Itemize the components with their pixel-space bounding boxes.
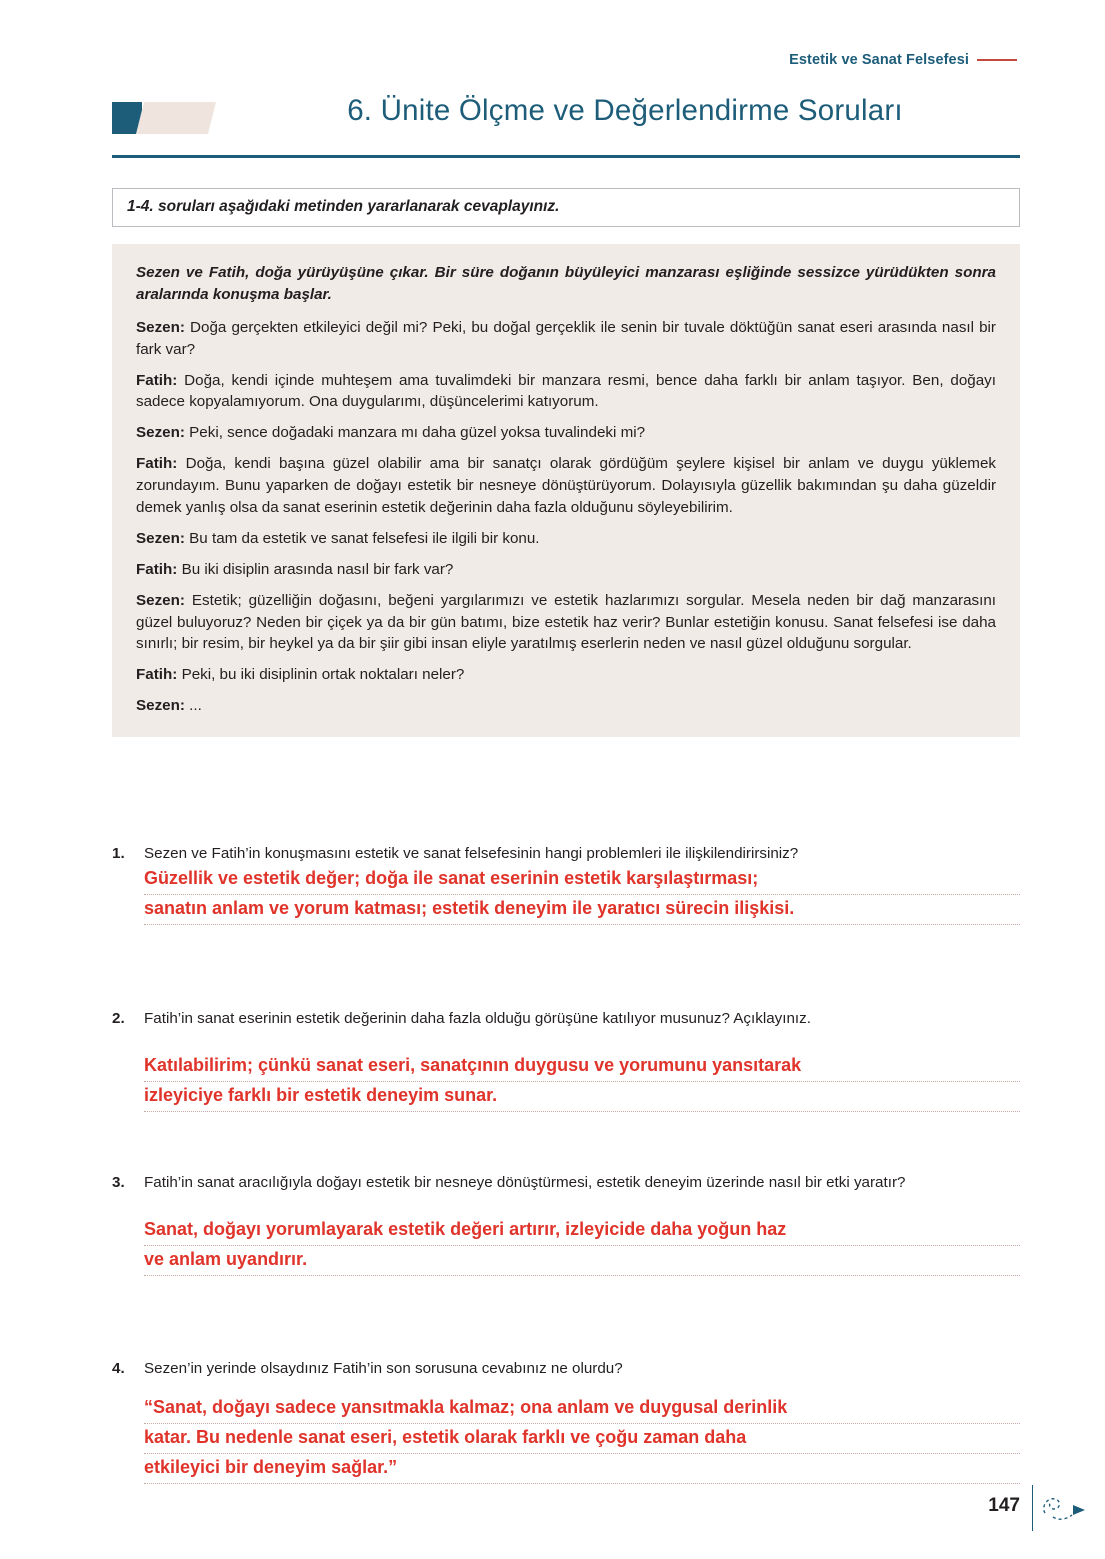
question-item-4 <box>112 1358 1020 1484</box>
speaker-name: Sezen: <box>136 591 185 609</box>
answer-line: etkileyici bir deneyim sağlar.” <box>144 1454 1020 1484</box>
page-number: 147 <box>988 1495 1020 1516</box>
answer-line: ve anlam uyandırır. <box>144 1246 1020 1276</box>
question-row <box>112 1008 1020 1030</box>
question-text: Fatih’in sanat eserinin estetik değerinin daha fazla olduğu görüşüne katılıyor musunuz? Açıklayınız. <box>144 1010 811 1027</box>
unit-header-title: Estetik ve Sanat Felsefesi <box>789 52 969 68</box>
speaker-text: Peki, bu iki disiplinin ortak noktaları neler? <box>177 666 465 684</box>
answer-line: Güzellik ve estetik değer; doğa ile sanat eserinin estetik karşılaştırması; <box>144 865 1020 895</box>
speaker-text: Peki, sence doğadaki manzara mı daha güzel yoksa tuvalindeki mi? <box>184 424 646 442</box>
question-row <box>112 1172 1020 1194</box>
dialogue-line <box>136 559 996 581</box>
question-text: Sezen ve Fatih’in konuşmasını estetik ve sanat felsefesinin hangi problemleri ile ilişkilendirirsiniz? <box>144 845 799 862</box>
answer-line: Sanat, doğayı yorumlayarak estetik değeri artırır, izleyicide daha yoğun haz <box>144 1216 1020 1246</box>
page-title: 6. Ünite Ölçme ve Değerlendirme Soruları <box>347 94 903 127</box>
dialogue-line <box>136 590 996 656</box>
passage-intro: Sezen ve Fatih, doğa yürüyüşüne çıkar. Bir süre doğanın büyüleyici manzarası eşliğinde sessizce yürüdükten sonra aralarında konuşma başlar. <box>136 264 996 303</box>
speaker-name: Fatih: <box>136 560 178 578</box>
dialogue-line <box>136 664 996 686</box>
title-slab-decoration <box>136 102 216 134</box>
speaker-text: Bu tam da estetik ve sanat felsefesi ile ilgili bir konu. <box>184 529 540 547</box>
speaker-name: Fatih: <box>136 666 178 684</box>
speaker-text: Doğa gerçekten etkileyici değil mi? Peki, bu doğal gerçeklik ile senin bir tuvale döktüğün sanat eseri arasında nasıl bir fark var? <box>136 318 996 358</box>
answer-area-4[interactable] <box>144 1394 1020 1484</box>
instruction-box: 1-4. soruları aşağıdaki metinden yararlanarak cevaplayınız. <box>112 188 1020 227</box>
answer-line: Katılabilirim; çünkü sanat eseri, sanatçının duygusu ve yorumunu yansıtarak <box>144 1052 1020 1082</box>
footer-divider <box>1032 1485 1034 1531</box>
question-number: 1. <box>112 845 125 862</box>
dialogue-line <box>136 370 996 414</box>
speaker-text: Doğa, kendi başına güzel olabilir ama bir sanatçı olarak gördüğüm şeylere kişisel bir anlam ve duygu yüklemek zorundayım. Bunu yaparken de doğayı estetik bir nesneye dönüştürüyorum. Dolayısıyla güzellik bakımından şu daha güzeldir demek yanlış olsa da sanat eserinin estetik değerinin daha fazla olduğunu söyleyebilirim. <box>136 455 996 517</box>
dialogue-line <box>136 453 996 519</box>
speaker-text: Estetik; güzelliğin doğasını, beğeni yargılarımızı ve estetik hazlarımızı sorgular. Mesela neden bir dağ manzarasını güzel buluyoruz? Neden bir çiçek ya da bir gün batımı, bize estetik haz verir? Bunlar estetiğin konusu. Sanat felsefesi ise daha sınırlı; bir resim, bir heykel ya da bir şiir gibi insan eliyle yaratılmış eserlerin neden ve nasıl güzel olduğunu sorgular. <box>136 591 996 653</box>
speaker-text: Bu iki disiplin arasında nasıl bir fark var? <box>177 560 454 578</box>
header-rule <box>977 59 1017 61</box>
page-header <box>789 52 1017 68</box>
footer-swirl-icon <box>1039 1491 1087 1525</box>
dialogue-line <box>136 695 996 717</box>
question-text: Sezen’in yerinde olsaydınız Fatih’in son sorusuna cevabınız ne olurdu? <box>144 1360 623 1377</box>
title-underline <box>112 155 1020 158</box>
speaker-name: Sezen: <box>136 529 185 547</box>
question-row <box>112 843 1020 865</box>
speaker-name: Sezen: <box>136 318 185 336</box>
speaker-name: Sezen: <box>136 424 185 442</box>
speaker-text: Doğa, kendi içinde muhteşem ama tuvalimdeki bir manzara resmi, bence daha farklı bir anlam taşıyor. Ben, doğayı sadece kopyalamıyorum. Ona duygularımı, düşüncelerimi katıyorum. <box>136 371 996 411</box>
speaker-name: Fatih: <box>136 371 178 389</box>
answer-line: katar. Bu nedenle sanat eseri, estetik olarak farklı ve çoğu zaman daha <box>144 1424 1020 1454</box>
dialogue-line <box>136 317 996 361</box>
dialogue-line <box>136 528 996 550</box>
speaker-text: ... <box>184 697 202 715</box>
page-title-band <box>112 94 1020 158</box>
speaker-name: Sezen: <box>136 697 185 715</box>
question-number: 4. <box>112 1360 125 1377</box>
answer-area-1[interactable] <box>144 865 1020 925</box>
speaker-name: Fatih: <box>136 455 178 473</box>
answer-area-2[interactable] <box>144 1052 1020 1112</box>
question-item-1 <box>112 843 1020 925</box>
reading-passage <box>112 244 1020 737</box>
question-item-3 <box>112 1172 1020 1276</box>
answer-line: izleyiciye farklı bir estetik deneyim sunar. <box>144 1082 1020 1112</box>
answer-line: sanatın anlam ve yorum katması; estetik deneyim ile yaratıcı sürecin ilişkisi. <box>144 895 1020 925</box>
answer-area-3[interactable] <box>144 1216 1020 1276</box>
question-item-2 <box>112 1008 1020 1112</box>
question-text: Fatih’in sanat aracılığıyla doğayı estetik bir nesneye dönüştürmesi, estetik deneyim üzerinde nasıl bir etki yaratır? <box>144 1174 906 1191</box>
question-row <box>112 1358 1020 1380</box>
dialogue-line <box>136 422 996 444</box>
answer-line: “Sanat, doğayı sadece yansıtmakla kalmaz; ona anlam ve duygusal derinlik <box>144 1394 1020 1424</box>
question-number: 2. <box>112 1010 125 1027</box>
question-number: 3. <box>112 1174 125 1191</box>
